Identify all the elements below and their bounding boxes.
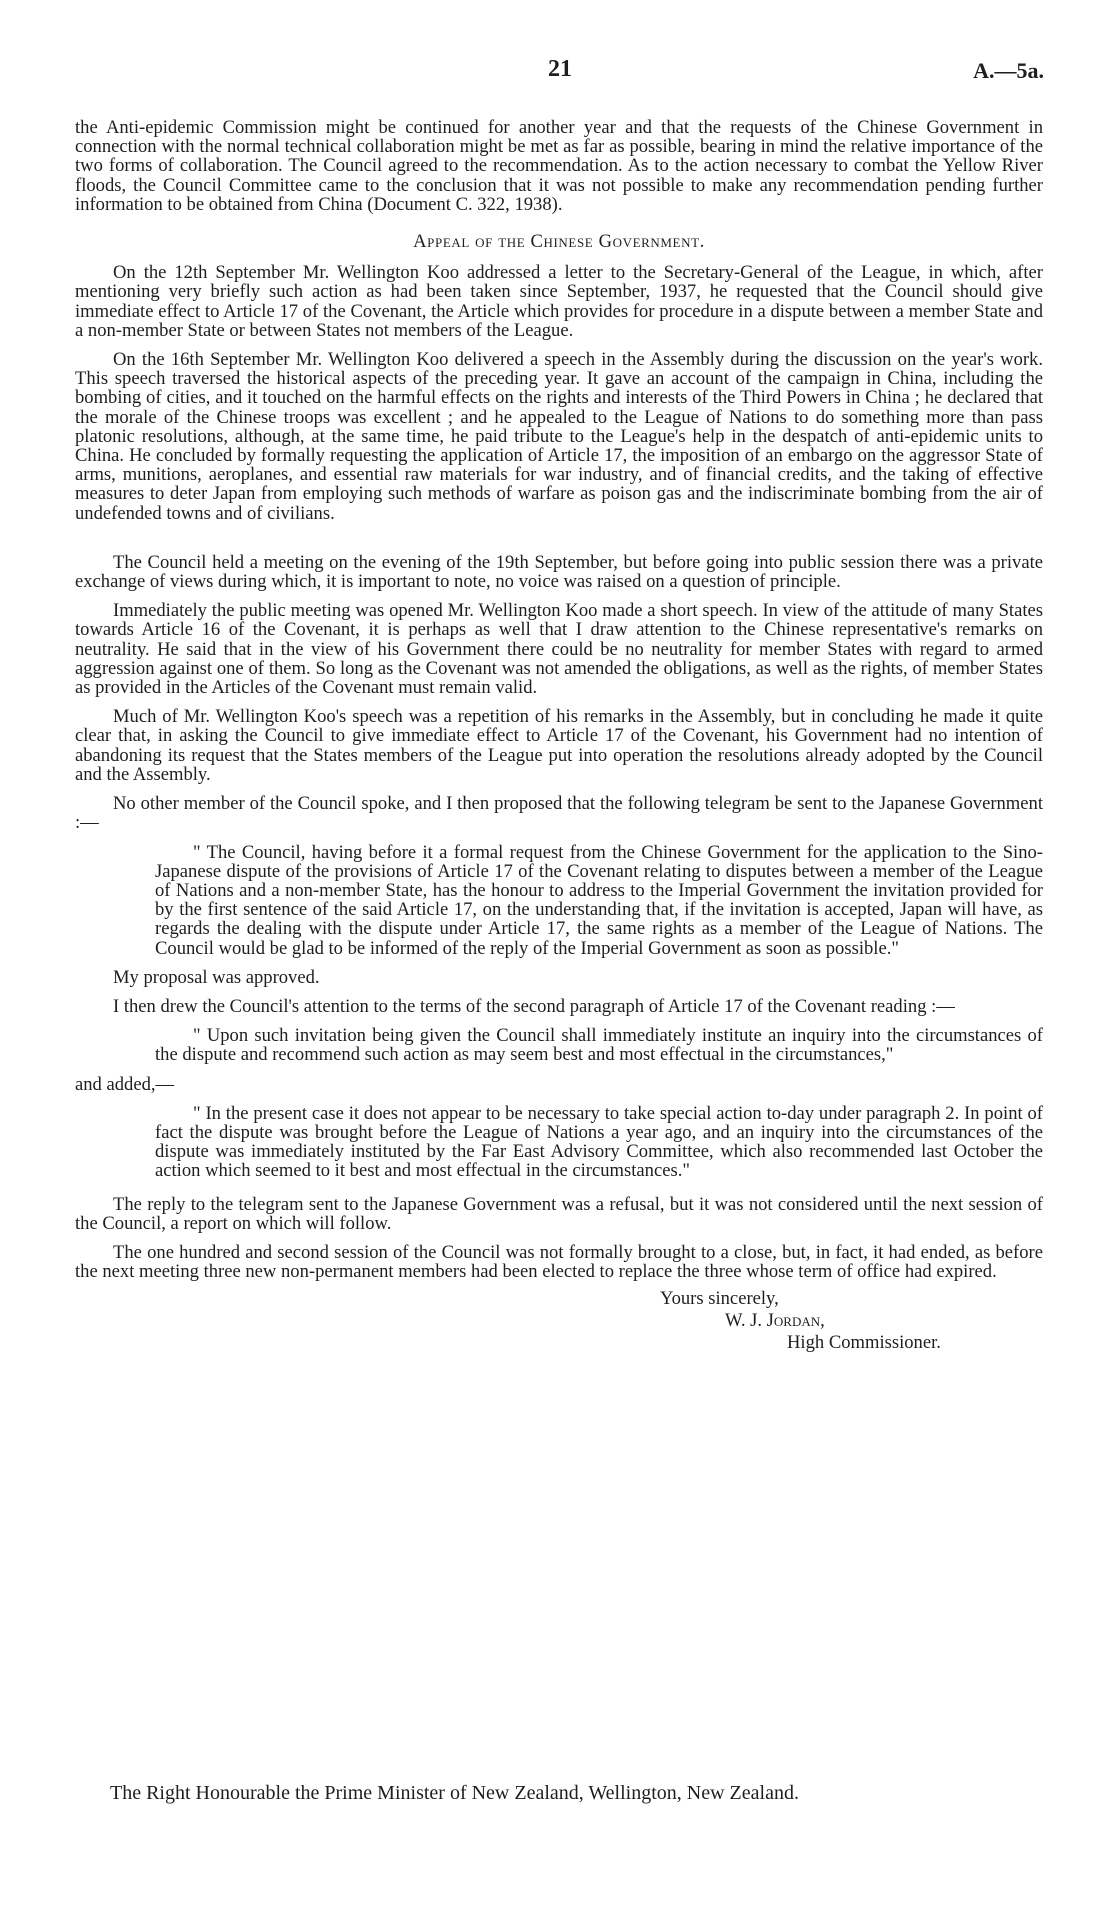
paragraph-continuation: the Anti-epidemic Commission might be continued for another year and that the requests of the Chinese Government in connection with the normal technical collaboration might be met as far as possible, bearing in mind the relative importance of the two forms of collaboration. The Council agreed to the recommendation. As to the action necessary to combat the Yellow River floods, the Council Committee came to the conclusion that it was not possible to make any recommendation pending further information to be obtained from China (Document C. 322, 1938). (75, 117, 1043, 215)
paragraph: The Council held a meeting on the evening of the 19th September, but before going into public session there was a private exchange of views during which, it is important to note, no voice was raised on a question of principle. (75, 551, 1043, 593)
signature-block (75, 1289, 1043, 1399)
paragraph: The reply to the telegram sent to the Japanese Government was a refusal, but it was not considered until the next session of the Council, a report on which will follow. (75, 1193, 1043, 1234)
paragraph: On the 16th September Mr. Wellington Koo delivered a speech in the Assembly during the discussion on the year's work. This speech traversed the historical aspects of the preceding year. It gave an account of the campaign in China, including the bombing of cities, and it touched on the harmful effects on the rights and interests of the Third Powers in China ; he declared that the morale of the Chinese troops was excellent ; and he appealed to the League of Nations to do something more than pass platonic resolutions, although, at the same time, he paid tribute to the League's help in the despatch of anti-epidemic units to China. He concluded by formally requesting the application of Article 17, the imposition of an embargo on the aggressor State of arms, munitions, aeroplanes, and essential raw materials for war industry, and of financial credits, and the taking of effective measures to deter Japan from employing such methods of warfare as poison gas and the indiscriminate bombing from the air of undefended towns and of civilians. (75, 349, 1043, 524)
signatory-title: High Commissioner. (787, 1332, 941, 1354)
signatory-name: W. J. Jordan, (725, 1310, 825, 1332)
paragraph: and added,— (75, 1073, 175, 1095)
recipient-address: The Right Honourable the Prime Minister of New Zealand, Wellington, New Zealand. (110, 1782, 799, 1804)
paragraph: Immediately the public meeting was opened Mr. Wellington Koo made a short speech. In view of the attitude of many States towards Article 16 of the Covenant, it is perhaps as well that I draw attention to the Chinese representative's remarks on neutrality. He said that in the view of his Government there could be no neutrality for member States with regard to armed aggression against one of them. So long as the Covenant was not amended the obligations, as well as the rights, of member States as provided in the Articles of the Covenant must remain valid. (75, 600, 1043, 699)
section-heading: Appeal of the Chinese Government. (413, 231, 705, 253)
paragraph: Much of Mr. Wellington Koo's speech was a repetition of his remarks in the Assembly, but in concluding he made it quite clear that, in asking the Council to give immediate effect to Article 17 of the Covenant, his Government had no intention of abandoning its request that the States members of the League put into operation the resolutions already adopted by the Council and the Assembly. (75, 706, 1043, 785)
page-header (0, 56, 1114, 96)
document-reference: A.—5a. (973, 58, 1044, 83)
paragraph: My proposal was approved. (113, 966, 320, 988)
paragraph: I then drew the Council's attention to the terms of the second paragraph of Article 17 of the Covenant reading :— (113, 995, 955, 1017)
covenant-quote: " Upon such invitation being given the Council shall immediately institute an inquiry into the circumstances of the dispute and recommend such action as may seem best and most effectual in the circumstances," (155, 1025, 1043, 1066)
paragraph: The one hundred and second session of the Council was not formally brought to a close, but, in fact, it had ended, as before the next meeting three new non-permanent members had been elected to replace the three whose term of office had expired. (75, 1241, 1043, 1283)
statement-quote: " In the present case it does not appear to be necessary to take special action to-day under paragraph 2. In point of fact the dispute was brought before the League of Nations a year ago, and an inquiry into the circumstances of the dispute was immediately instituted by the Far East Advisory Committee, which also recommended last October the action which seemed to it best and most effectual in the circumstances." (155, 1102, 1043, 1182)
telegram-quote: " The Council, having before it a formal request from the Chinese Government for the application to the Sino-Japanese dispute of the provisions of Article 17 of the Covenant relating to disputes between a member of the League of Nations and a non-member State, has the honour to address to the Imperial Government the invitation provided for by the first sentence of the said Article 17, on the understanding that, if the invitation is accepted, Japan will have, as regards the dealing with the dispute under Article 17, the same rights as a member of the League of Nations. The Council would be glad to be informed of the reply of the Imperial Government as soon as possible." (155, 841, 1043, 959)
letter-body (75, 118, 1043, 1399)
paragraph: On the 12th September Mr. Wellington Koo addressed a letter to the Secretary-General of the League, in which, after mentioning very briefly such action as had been taken since September, 1937, he requested that the Council should give immediate effect to Article 17 of the Covenant, the Article which provides for procedure in a dispute between a member State and a non-member State or between States not members of the League. (75, 262, 1043, 341)
paragraph: No other member of the Council spoke, and I then proposed that the following telegram be sent to the Japanese Government :— (75, 793, 1043, 834)
salutation: Yours sincerely, (660, 1288, 779, 1310)
page-number: 21 (548, 56, 572, 82)
